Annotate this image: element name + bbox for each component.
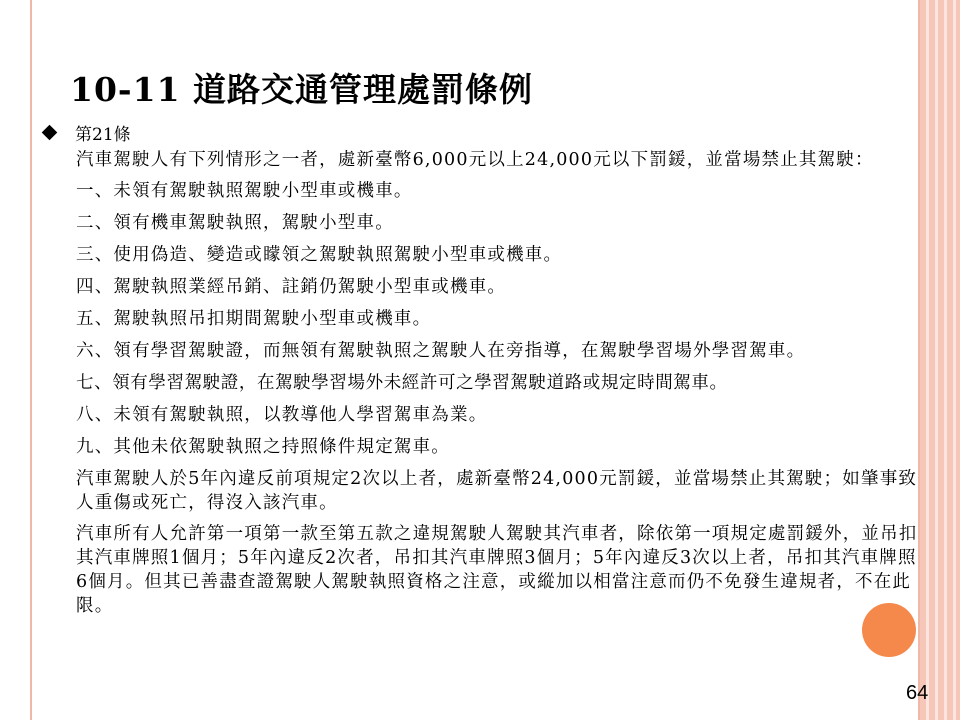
article-label: 第21條 bbox=[75, 125, 131, 145]
list-item-4: 四、駕駛執照業經吊銷、註銷仍駕駛小型車或機車。 bbox=[76, 277, 507, 297]
diamond-bullet-icon bbox=[42, 125, 58, 141]
owner-paragraph: 汽車所有人允許第一項第一款至第五款之違規駕駛人駕駛其汽車者，除依第一項規定處罰鍰外，並吊扣其汽車牌照1個月；5年內違反2次者，吊扣其汽車牌照3個月；5年內違反3次以上者，吊扣其汽車牌照6個月。但其已善盡查證駕駛人駕駛執照資格之注意，或縱加以相當注意而仍不免發生違規者，不在此限。 bbox=[76, 524, 918, 616]
slide-body bbox=[76, 148, 926, 625]
penalty-paragraph: 汽車駕駛人於5年內違反前項規定2次以上者，處新臺幣24,000元罰鍰，並當場禁止其駕駛；如肇事致人重傷或死亡，得沒入該汽車。 bbox=[76, 469, 918, 513]
list-item-3: 三、使用偽造、變造或矇領之駕駛執照駕駛小型車或機車。 bbox=[76, 245, 563, 265]
left-frame-border bbox=[0, 0, 32, 720]
slide-title: 10-11 道路交通管理處罰條例 bbox=[70, 70, 534, 109]
list-item-5: 五、駕駛執照吊扣期間駕駛小型車或機車。 bbox=[76, 309, 432, 329]
intro-paragraph: 汽車駕駛人有下列情形之一者，處新臺幣6,000元以上24,000元以下罰鍰，並當場禁止其駕駛： bbox=[76, 150, 874, 170]
list-item-6: 六、領有學習駕駛證，而無領有駕駛執照之駕駛人在旁指導，在駕駛學習場外學習駕車。 bbox=[76, 341, 806, 361]
article-heading bbox=[40, 120, 131, 145]
list-item-9: 九、其他未依駕駛執照之持照條件規定駕車。 bbox=[76, 437, 450, 457]
list-item-1: 一、未領有駕駛執照駕駛小型車或機車。 bbox=[76, 181, 413, 201]
list-item-2: 二、領有機車駕駛執照，駕駛小型車。 bbox=[76, 213, 394, 233]
page-number: 64 bbox=[906, 682, 929, 704]
decorative-orange-circle bbox=[862, 603, 916, 657]
list-item-7: 七、領有學習駕駛證，在駕駛學習場外未經許可之學習駕駛道路或規定時間駕車。 bbox=[76, 373, 728, 393]
list-item-8: 八、未領有駕駛執照，以教導他人學習駕車為業。 bbox=[76, 405, 488, 425]
